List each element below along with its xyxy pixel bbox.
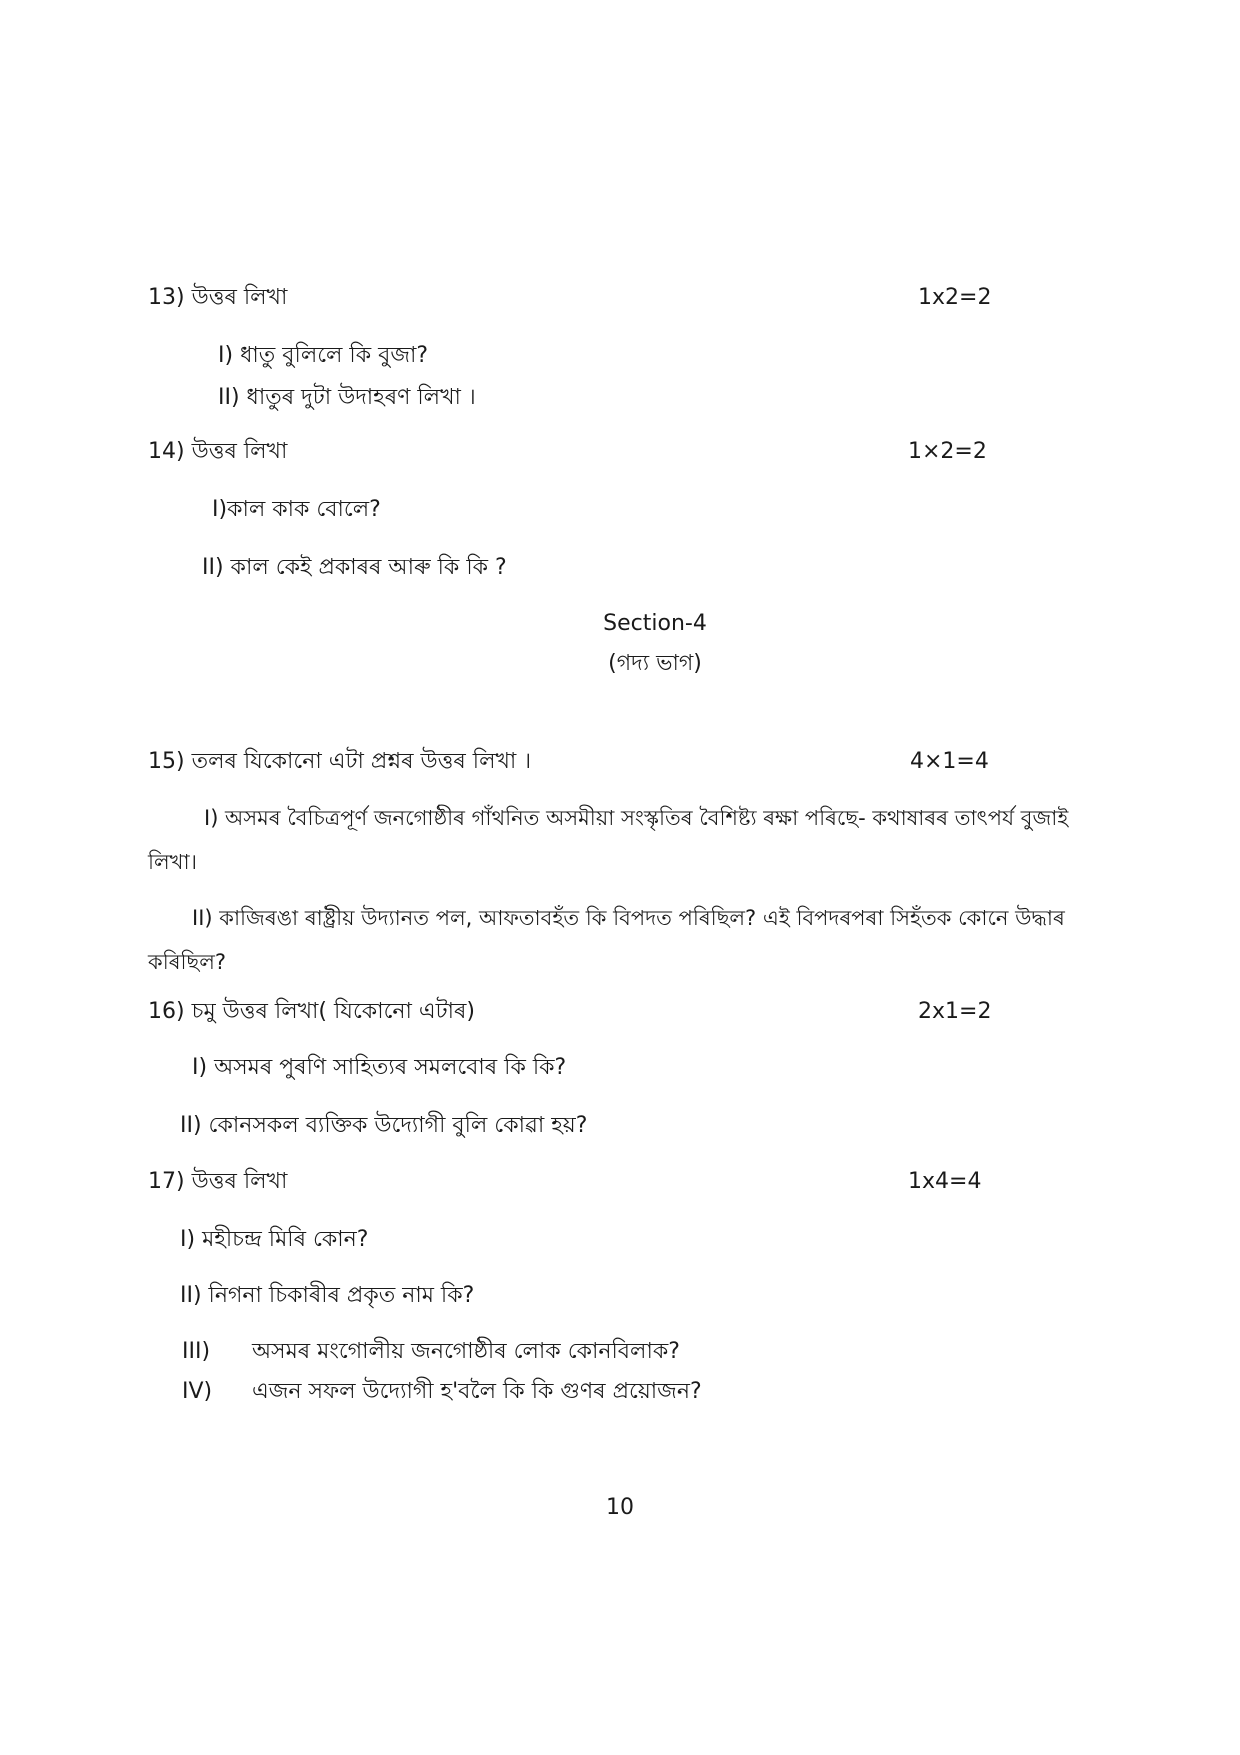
- q15-heading: 15) তলৰ যিকোনো এটা প্ৰশ্নৰ উত্তৰ লিখা ।: [148, 749, 532, 774]
- q17-item-3-number: III): [182, 1339, 211, 1364]
- q13-item-1: I) ধাতু বুলিলে কি বুজা?: [218, 343, 429, 368]
- q17-item-3-text: অসমৰ মংগোলীয় জনগোষ্ঠীৰ লোক কোনবিলাক?: [252, 1339, 680, 1364]
- q17-marks: 1x4=4: [908, 1169, 982, 1194]
- q15-marks: 4×1=4: [910, 749, 989, 774]
- q17-item-3: [182, 1338, 680, 1366]
- q15-item-1: [148, 796, 1108, 884]
- q14-marks: 1×2=2: [908, 439, 987, 464]
- q17-item-4-number: IV): [182, 1379, 213, 1404]
- section-subtitle: (গদ্য ভাগ): [608, 651, 702, 676]
- q13-item-2: II) ধাতুৰ দুটা উদাহৰণ লিখা ।: [218, 385, 476, 410]
- section-title: Section-4: [603, 611, 707, 636]
- q17-item-1: I) মহীচন্দ্ৰ মিৰি কোন?: [180, 1227, 369, 1252]
- q17-heading: 17) উত্তৰ লিখা: [148, 1169, 288, 1194]
- q13-heading: 13) উত্তৰ লিখা: [148, 285, 288, 310]
- q16-marks: 2x1=2: [918, 999, 992, 1024]
- q17-item-4: [182, 1378, 702, 1406]
- q17-item-2: II) নিগনা চিকাৰীৰ প্ৰকৃত নাম কি?: [180, 1283, 475, 1308]
- q16-heading: 16) চমু উত্তৰ লিখা( যিকোনো এটাৰ): [148, 999, 475, 1024]
- q14-heading: 14) উত্তৰ লিখা: [148, 439, 288, 464]
- q15-item-2: [148, 896, 1108, 984]
- q15-item-2-text: II) কাজিৰঙা ৰাষ্ট্ৰীয় উদ্যানত পল, আফতাবহঁত কি বিপদত পৰিছিল? এই বিপদৰপৰা সিহঁতক কোনে উদ্ধাৰ কৰিছিল?: [148, 906, 1065, 974]
- q17-item-4-text: এজন সফল উদ্যোগী হ'বলৈ কি কি গুণৰ প্ৰয়োজন?: [252, 1379, 702, 1404]
- q14-item-1: I)কাল কাক বোলে?: [212, 497, 381, 522]
- q16-item-1: I) অসমৰ পুৰণি সাহিত্যৰ সমলবোৰ কি কি?: [192, 1055, 567, 1080]
- q13-marks: 1x2=2: [918, 285, 992, 310]
- q16-item-2: II) কোনসকল ব্যক্তিক উদ্যোগী বুলি কোৱা হয়?: [180, 1113, 588, 1138]
- q14-item-2: II) কাল কেই প্ৰকাৰৰ আৰু কি কি ?: [202, 555, 507, 580]
- q15-item-1-text: I) অসমৰ বৈচিত্ৰপূৰ্ণ জনগোষ্ঠীৰ গাঁথনিত অসমীয়া সংস্কৃতিৰ বৈশিষ্ট্য ৰক্ষা পৰিছে- কথাষাৰৰ তাৎপৰ্য বুজাই লিখা।: [148, 806, 1069, 874]
- page-number: 10: [606, 1495, 634, 1520]
